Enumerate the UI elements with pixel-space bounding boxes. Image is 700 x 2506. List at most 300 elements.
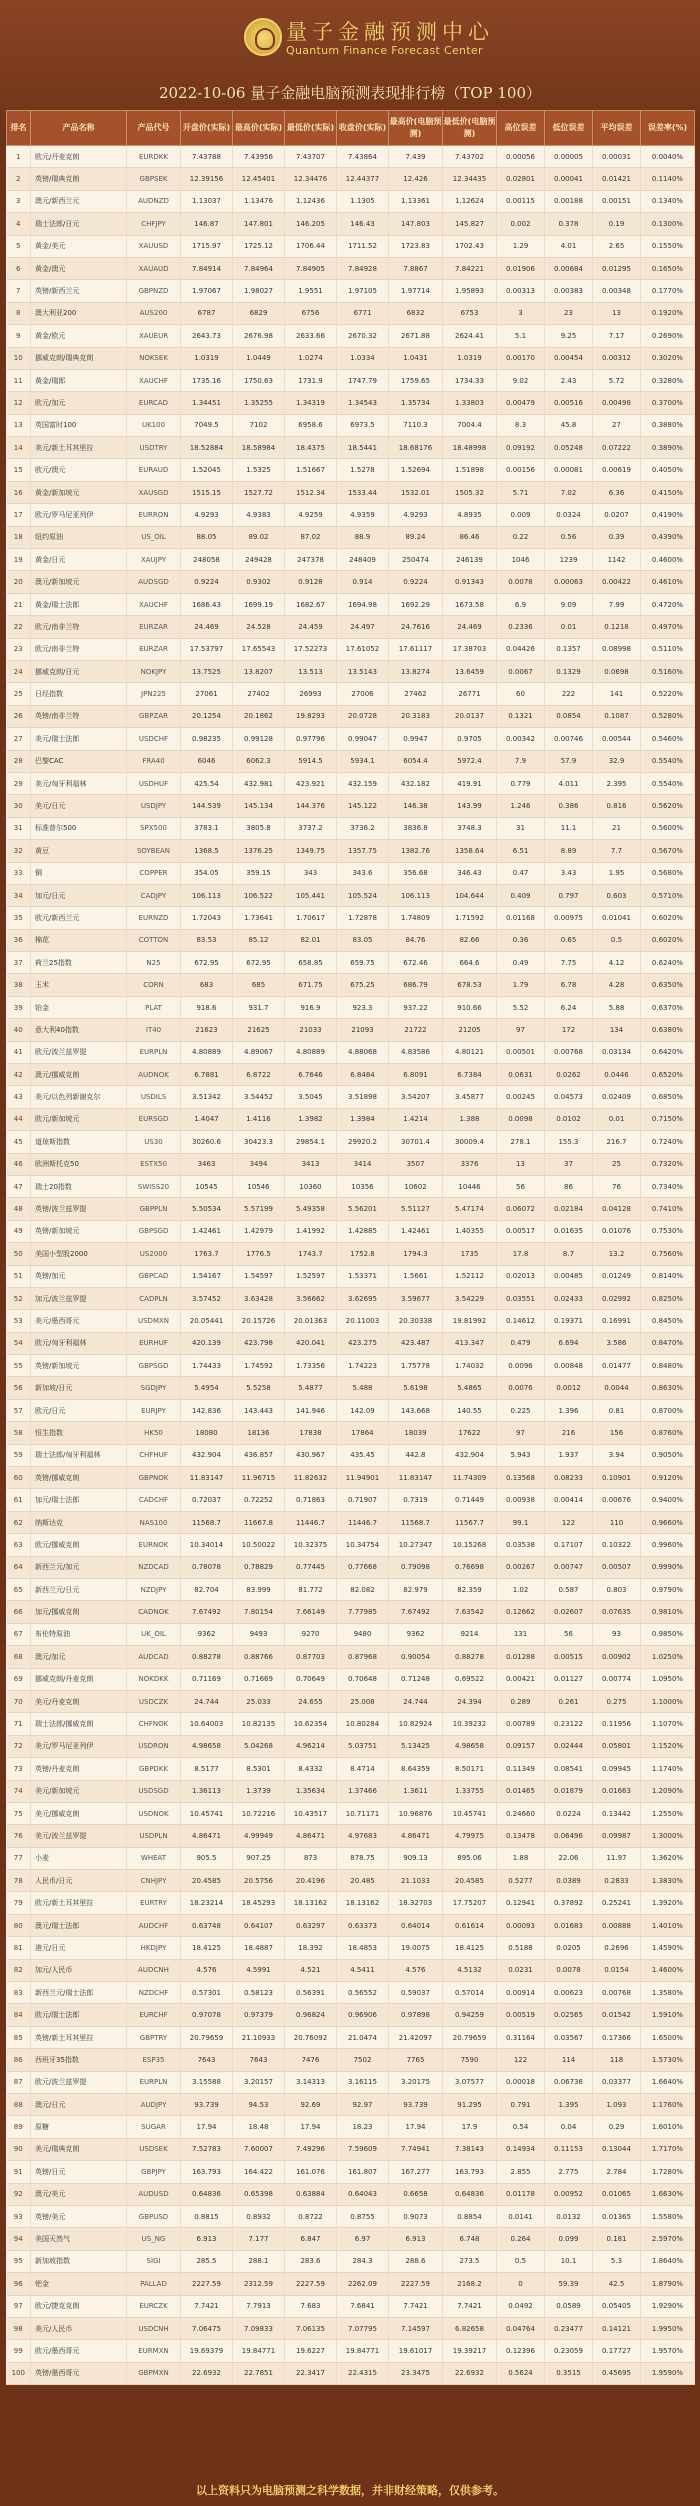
product-name-cell: 玉米 [31, 974, 127, 996]
value-cell: 3.57452 [181, 1287, 233, 1309]
value-cell: 7.7421 [389, 2295, 443, 2317]
table-row [7, 2183, 695, 2205]
value-cell: 4.89067 [233, 1041, 285, 1063]
rank-cell: 85 [7, 2026, 31, 2048]
value-cell: 346.43 [443, 862, 497, 884]
value-cell: 4.521 [285, 1959, 337, 1981]
value-cell: 0.13568 [497, 1467, 545, 1489]
product-code-cell: EURCZK [127, 2295, 181, 2317]
value-cell: 0.71248 [389, 1668, 443, 1690]
product-name-cell: 铂金 [31, 996, 127, 1018]
value-cell: 0.36 [497, 929, 545, 951]
value-cell: 4.98658 [443, 1735, 497, 1757]
value-cell: 0.5 [593, 929, 641, 951]
product-name-cell: 标准普尔500 [31, 817, 127, 839]
value-cell: 156 [593, 1422, 641, 1444]
value-cell: 3.56662 [285, 1287, 337, 1309]
value-cell: 0.78078 [181, 1556, 233, 1578]
value-cell: 9270 [285, 1623, 337, 1645]
value-cell: 0.9947 [389, 728, 443, 750]
value-cell: 9362 [181, 1623, 233, 1645]
value-cell: 3.16115 [337, 2071, 389, 2093]
value-cell: 0.02565 [545, 2004, 593, 2026]
product-name-cell: 瑞士法郎/匈牙利福林 [31, 1444, 127, 1466]
value-cell: 6.82658 [443, 2317, 497, 2339]
product-code-cell: HK50 [127, 1422, 181, 1444]
product-name-cell: 黄金/澳元 [31, 257, 127, 279]
value-cell: 0.01421 [593, 168, 641, 190]
value-cell: 0.04 [545, 2116, 593, 2138]
value-cell: 10.34754 [337, 1534, 389, 1556]
value-cell: 21033 [285, 1019, 337, 1041]
value-cell: 0.00479 [497, 392, 545, 414]
value-cell: 0.8760% [641, 1422, 695, 1444]
product-code-cell: AUDUSD [127, 2183, 181, 2205]
value-cell: 1.7170% [641, 2138, 695, 2160]
value-cell: 1692.29 [389, 593, 443, 615]
product-name-cell: 澳元/美元 [31, 2183, 127, 2205]
table-row [7, 1041, 695, 1063]
rank-cell: 56 [7, 1377, 31, 1399]
product-code-cell: NZDCAD [127, 1556, 181, 1578]
rank-cell: 73 [7, 1758, 31, 1780]
value-cell: 97 [497, 1019, 545, 1041]
value-cell: 442.8 [389, 1444, 443, 1466]
value-cell: 0.00746 [545, 728, 593, 750]
value-cell: 6.97 [337, 2228, 389, 2250]
value-cell: 11568.7 [389, 1511, 443, 1533]
value-cell: 0.02013 [497, 1265, 545, 1287]
value-cell: 0.5188 [497, 1937, 545, 1959]
product-code-cell: ESTX50 [127, 1153, 181, 1175]
value-cell: 1.74032 [443, 1355, 497, 1377]
value-cell: 0.17107 [545, 1534, 593, 1556]
product-name-cell: 小麦 [31, 1847, 127, 1869]
value-cell: 1759.65 [389, 369, 443, 391]
value-cell: 0.2336 [497, 616, 545, 638]
value-cell: 1.6010% [641, 2116, 695, 2138]
value-cell: 678.53 [443, 974, 497, 996]
rank-cell: 77 [7, 1847, 31, 1869]
product-code-cell: N25 [127, 952, 181, 974]
value-cell: 0.05801 [593, 1735, 641, 1757]
value-cell: 10.72216 [233, 1802, 285, 1824]
table-row [7, 1534, 695, 1556]
value-cell: 0.409 [497, 884, 545, 906]
product-code-cell: XAUEUR [127, 325, 181, 347]
value-cell: 1.35255 [233, 392, 285, 414]
value-cell: 1.54597 [233, 1265, 285, 1287]
value-cell: 5.5258 [233, 1377, 285, 1399]
value-cell: 86.46 [443, 526, 497, 548]
value-cell: 1.34543 [337, 392, 389, 414]
product-code-cell: GBPZAR [127, 705, 181, 727]
value-cell: 1725.12 [233, 235, 285, 257]
product-code-cell: IT40 [127, 1019, 181, 1041]
value-cell: 1.5910% [641, 2004, 695, 2026]
value-cell: 7.77985 [337, 1601, 389, 1623]
value-cell: 7.84221 [443, 257, 497, 279]
value-cell: 0.00516 [545, 392, 593, 414]
product-name-cell: 加元/日元 [31, 884, 127, 906]
value-cell: 0.02184 [545, 1198, 593, 1220]
value-cell: 0.00498 [593, 392, 641, 414]
value-cell: 1.88 [497, 1847, 545, 1869]
rank-cell: 90 [7, 2138, 31, 2160]
table-row [7, 2228, 695, 2250]
value-cell: 0.12941 [497, 1892, 545, 1914]
table-row [7, 638, 695, 660]
rank-cell: 99 [7, 2340, 31, 2362]
table-row [7, 213, 695, 235]
rank-cell: 93 [7, 2205, 31, 2227]
value-cell: 0.1218 [593, 616, 641, 638]
product-name-cell: 美元/瑞士法郎 [31, 728, 127, 750]
value-cell: 11.94901 [337, 1467, 389, 1489]
product-code-cell: GBPDKK [127, 1758, 181, 1780]
value-cell: 1.33755 [443, 1780, 497, 1802]
value-cell: 0.39 [593, 526, 641, 548]
value-cell: 5.3 [593, 2250, 641, 2272]
table-row [7, 1108, 695, 1130]
table-row [7, 1556, 695, 1578]
table-row [7, 571, 695, 593]
table-row [7, 1735, 695, 1757]
value-cell: 0.00975 [545, 907, 593, 929]
product-name-cell: 澳元/挪威克朗 [31, 1064, 127, 1086]
table-row [7, 392, 695, 414]
value-cell: 0.9120% [641, 1467, 695, 1489]
value-cell: 931.7 [233, 996, 285, 1018]
value-cell: 1.0274 [285, 347, 337, 369]
product-code-cell: USDNOK [127, 1802, 181, 1824]
value-cell: 20.15726 [233, 1310, 285, 1332]
value-cell: 18.5441 [337, 437, 389, 459]
value-cell: 0.587 [545, 1579, 593, 1601]
value-cell: 1.97105 [337, 280, 389, 302]
product-code-cell: NOKJPY [127, 660, 181, 682]
product-code-cell: GBPCAD [127, 1265, 181, 1287]
table-row [7, 2071, 695, 2093]
table-row [7, 1690, 695, 1712]
product-code-cell: AUDCNH [127, 1959, 181, 1981]
value-cell: 0.01065 [593, 2183, 641, 2205]
value-cell: 110 [593, 1511, 641, 1533]
value-cell: 1.388 [443, 1108, 497, 1130]
value-cell: 0.0141 [497, 2205, 545, 2227]
value-cell: 0.3700% [641, 392, 695, 414]
table-row [7, 907, 695, 929]
value-cell: 19.84771 [233, 2340, 285, 2362]
value-cell: 12.44377 [337, 168, 389, 190]
value-cell: 0.06496 [545, 1825, 593, 1847]
value-cell: 1.41992 [285, 1220, 337, 1242]
value-cell: 0.02433 [545, 1287, 593, 1309]
rank-cell: 92 [7, 2183, 31, 2205]
value-cell: 1.5730% [641, 2049, 695, 2071]
value-cell: 0.7319 [389, 1489, 443, 1511]
value-cell: 21093 [337, 1019, 389, 1041]
product-name-cell: 英国富时100 [31, 414, 127, 436]
rank-cell: 16 [7, 481, 31, 503]
table-row [7, 750, 695, 772]
product-code-cell: NAS100 [127, 1511, 181, 1533]
value-cell: 2633.66 [285, 325, 337, 347]
value-cell: 18.4853 [337, 1937, 389, 1959]
value-cell: 1.5278 [337, 459, 389, 481]
value-cell: 0.7530% [641, 1220, 695, 1242]
value-cell: 0.54 [497, 2116, 545, 2138]
value-cell: 0.7340% [641, 1175, 695, 1197]
value-cell: 13.6459 [443, 660, 497, 682]
value-cell: 8.4332 [285, 1758, 337, 1780]
value-cell: 6756 [285, 302, 337, 324]
value-cell: 144.539 [181, 795, 233, 817]
product-code-cell: US30 [127, 1131, 181, 1153]
product-code-cell: CHFJPY [127, 213, 181, 235]
value-cell: 11.96715 [233, 1467, 285, 1489]
value-cell: 0.261 [545, 1690, 593, 1712]
value-cell: 4.86471 [389, 1825, 443, 1847]
value-cell: 0.8450% [641, 1310, 695, 1332]
product-name-cell: 英镑/挪威克朗 [31, 1467, 127, 1489]
value-cell: 0.13442 [593, 1802, 641, 1824]
value-cell: 1.9570% [641, 2340, 695, 2362]
value-cell: 1.35634 [285, 1780, 337, 1802]
value-cell: 5.6198 [389, 1377, 443, 1399]
value-cell: 18.58984 [233, 437, 285, 459]
value-cell: 0.1770% [641, 280, 695, 302]
value-cell: 0.6020% [641, 907, 695, 929]
value-cell: 0.01906 [497, 257, 545, 279]
value-cell: 1358.64 [443, 840, 497, 862]
value-cell: 423.798 [233, 1332, 285, 1354]
product-name-cell: 新加坡/日元 [31, 1377, 127, 1399]
rank-cell: 4 [7, 213, 31, 235]
value-cell: 59.39 [545, 2273, 593, 2295]
value-cell: 1752.8 [337, 1243, 389, 1265]
value-cell: 92.97 [337, 2093, 389, 2115]
value-cell: 0.4050% [641, 459, 695, 481]
rank-cell: 57 [7, 1399, 31, 1421]
value-cell: 7502 [337, 2049, 389, 2071]
product-name-cell: 欧元/新西兰元 [31, 907, 127, 929]
value-cell: 7.80154 [233, 1601, 285, 1623]
rank-cell: 79 [7, 1892, 31, 1914]
value-cell: 1.8790% [641, 2273, 695, 2295]
table-row [7, 1579, 695, 1601]
rank-cell: 87 [7, 2071, 31, 2093]
product-name-cell: 巴黎CAC [31, 750, 127, 772]
value-cell: 3.45877 [443, 1086, 497, 1108]
product-code-cell: USDRON [127, 1735, 181, 1757]
value-cell: 1505.32 [443, 481, 497, 503]
value-cell: 7.49296 [285, 2138, 337, 2160]
value-cell: 25.008 [337, 1690, 389, 1712]
product-name-cell: 美元/匈牙利福林 [31, 772, 127, 794]
value-cell: 13.2 [593, 1243, 641, 1265]
product-name-cell: 加元/挪威克朗 [31, 1601, 127, 1623]
rank-cell: 97 [7, 2295, 31, 2317]
value-cell: 0.70648 [337, 1668, 389, 1690]
table-row [7, 1511, 695, 1533]
table-row [7, 2116, 695, 2138]
value-cell: 248409 [337, 549, 389, 571]
value-cell: 7.43788 [181, 146, 233, 168]
value-cell: 0.9302 [233, 571, 285, 593]
value-cell: 1702.43 [443, 235, 497, 257]
value-cell: 3.07577 [443, 2071, 497, 2093]
value-cell: 1.13476 [233, 190, 285, 212]
table-row [7, 1220, 695, 1242]
value-cell: 21625 [233, 1019, 285, 1041]
value-cell: 1.5580% [641, 2205, 695, 2227]
value-cell: 0.5110% [641, 638, 695, 660]
value-cell: 5972.4 [443, 750, 497, 772]
value-cell: 1.1000% [641, 1690, 695, 1712]
value-cell: 222 [545, 683, 593, 705]
value-cell: 0.9050% [641, 1444, 695, 1466]
value-cell: 8.5301 [233, 1758, 285, 1780]
value-cell: 2262.09 [337, 2273, 389, 2295]
value-cell: 1794.3 [389, 1243, 443, 1265]
table-row [7, 2317, 695, 2339]
value-cell: 1.95893 [443, 280, 497, 302]
value-cell: 0.0631 [497, 1064, 545, 1086]
value-cell: 4.011 [545, 772, 593, 794]
rank-cell: 94 [7, 2228, 31, 2250]
value-cell: 3805.8 [233, 817, 285, 839]
value-cell: 11567.7 [443, 1511, 497, 1533]
value-cell: 0.01041 [593, 907, 641, 929]
rank-cell: 83 [7, 1982, 31, 2004]
product-name-cell: 港元/日元 [31, 1937, 127, 1959]
value-cell: 873 [285, 1847, 337, 1869]
rank-cell: 13 [7, 414, 31, 436]
product-name-cell: 欧元/新土耳其里拉 [31, 1892, 127, 1914]
value-cell: 0.9224 [181, 571, 233, 593]
value-cell: 0.03377 [593, 2071, 641, 2093]
product-code-cell: NZDCHF [127, 1982, 181, 2004]
value-cell: 7.67492 [181, 1601, 233, 1623]
value-cell: 29920.2 [337, 1131, 389, 1153]
value-cell: 1.75778 [389, 1355, 443, 1377]
product-name-cell: 欧元/南非兰特 [31, 616, 127, 638]
value-cell: 9.09 [545, 593, 593, 615]
value-cell: 4.28 [593, 974, 641, 996]
product-name-cell: 瑞士20指数 [31, 1175, 127, 1197]
rank-cell: 40 [7, 1019, 31, 1041]
value-cell: 283.6 [285, 2250, 337, 2272]
table-row [7, 1355, 695, 1377]
product-code-cell: USDSGD [127, 1780, 181, 1802]
value-cell: 0.7560% [641, 1243, 695, 1265]
table-row [7, 1399, 695, 1421]
table-row [7, 2138, 695, 2160]
value-cell: 3.51898 [337, 1086, 389, 1108]
product-name-cell: 布伦特原油 [31, 1623, 127, 1645]
value-cell: 7.43956 [233, 146, 285, 168]
table-row [7, 1086, 695, 1108]
value-cell: 3.586 [593, 1332, 641, 1354]
product-name-cell: 欧元/瑞士法郎 [31, 2004, 127, 2026]
value-cell: 0.225 [497, 1399, 545, 1421]
table-row [7, 2026, 695, 2048]
rank-cell: 64 [7, 1556, 31, 1578]
value-cell: 1.3830% [641, 1870, 695, 1892]
value-cell: 18.13162 [285, 1892, 337, 1914]
value-cell: 0.00888 [593, 1914, 641, 1936]
rank-cell: 20 [7, 571, 31, 593]
value-cell: 1.2090% [641, 1780, 695, 1802]
value-cell: 145.122 [337, 795, 389, 817]
value-cell: 7.84914 [181, 257, 233, 279]
value-cell: 0.2696 [593, 1937, 641, 1959]
value-cell: 672.95 [181, 952, 233, 974]
product-code-cell: EURJPY [127, 1399, 181, 1421]
value-cell: 0.00312 [593, 347, 641, 369]
value-cell: 6753 [443, 302, 497, 324]
value-cell: 21623 [181, 1019, 233, 1041]
value-cell: 0.63748 [181, 1914, 233, 1936]
value-cell: 1.4047 [181, 1108, 233, 1130]
value-cell: 5.4877 [285, 1377, 337, 1399]
value-cell: 1.3000% [641, 1825, 695, 1847]
value-cell: 432.904 [443, 1444, 497, 1466]
rank-cell: 62 [7, 1511, 31, 1533]
value-cell: 42.5 [593, 2273, 641, 2295]
product-name-cell: 黄金/瑞士法郎 [31, 593, 127, 615]
rank-cell: 72 [7, 1735, 31, 1757]
value-cell: 0.0154 [593, 1959, 641, 1981]
value-cell: 7.52783 [181, 2138, 233, 2160]
value-cell: 7.8867 [389, 257, 443, 279]
table-row [7, 2093, 695, 2115]
value-cell: 32.9 [593, 750, 641, 772]
table-row [7, 1713, 695, 1735]
value-cell: 658.85 [285, 952, 337, 974]
value-cell: 143.443 [233, 1399, 285, 1421]
value-cell: 0.09192 [497, 437, 545, 459]
value-cell: 0.64107 [233, 1914, 285, 1936]
value-cell: 907.25 [233, 1847, 285, 1869]
value-cell: 0.0076 [497, 1377, 545, 1399]
product-code-cell: CNHJPY [127, 1870, 181, 1892]
value-cell: 0.2690% [641, 325, 695, 347]
value-cell: 0.47 [497, 862, 545, 884]
value-cell: 1.9551 [285, 280, 337, 302]
product-code-cell: AUDCAD [127, 1646, 181, 1668]
value-cell: 0.3020% [641, 347, 695, 369]
value-cell: 1512.34 [285, 481, 337, 503]
value-cell: 23.3475 [389, 2362, 443, 2384]
value-cell: 0.00081 [545, 459, 593, 481]
value-cell: 0.63373 [337, 1914, 389, 1936]
value-cell: 18.13162 [337, 1892, 389, 1914]
table-row [7, 1914, 695, 1936]
value-cell: 0.76698 [443, 1556, 497, 1578]
value-cell: 1.42885 [337, 1220, 389, 1242]
rank-cell: 82 [7, 1959, 31, 1981]
value-cell: 4.5411 [337, 1959, 389, 1981]
value-cell: 104.644 [443, 884, 497, 906]
value-cell: 937.22 [389, 996, 443, 1018]
value-cell: 0.9660% [641, 1511, 695, 1533]
product-name-cell: 欧元/南非兰特 [31, 638, 127, 660]
value-cell: 12.34435 [443, 168, 497, 190]
value-cell: 18080 [181, 1422, 233, 1444]
value-cell: 1699.19 [233, 593, 285, 615]
